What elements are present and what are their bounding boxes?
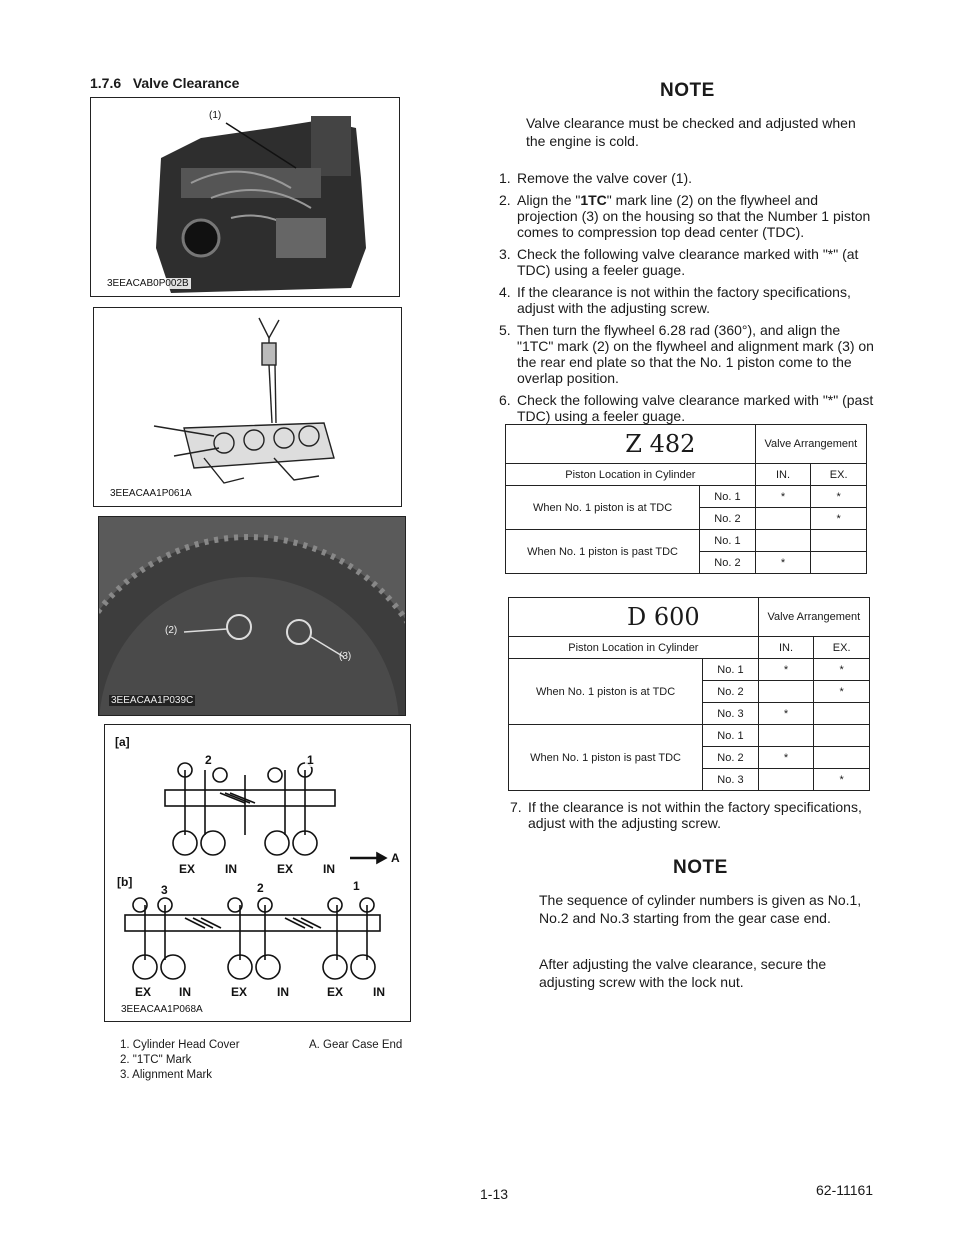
table-cell — [758, 725, 814, 747]
diagram-a-valve-in-2: IN — [323, 862, 335, 876]
table1-group-past-tdc: When No. 1 piston is past TDC — [506, 530, 700, 574]
table-cell: * — [814, 681, 870, 703]
table-cell: No. 1 — [703, 725, 759, 747]
table-cell: No. 1 — [700, 486, 756, 508]
step-1: 1. Remove the valve cover (1). — [499, 170, 693, 186]
feeler-gauge-drawing — [94, 308, 401, 506]
engine-figure-code: 3EEACAB0P002B — [107, 278, 189, 289]
table-cell: * — [758, 703, 814, 725]
table-cell: * — [811, 486, 867, 508]
step-7: 7. If the clearance is not within the factory specifications, adjust with the adjusting screw. — [510, 799, 862, 831]
diagram-a-valve-in-1: IN — [225, 862, 237, 876]
table-cell — [811, 552, 867, 574]
step-5: 5. Then turn the flywheel 6.28 rad (360°), and align the "1TC" mark (2) on the flywheel and alignment mark (3) on the rear end plate so that the No. 1 piston come to the overlap position. — [499, 322, 874, 386]
table-cell: No. 3 — [703, 703, 759, 725]
section-title — [90, 75, 239, 91]
rocker-diagram-figure — [104, 724, 411, 1022]
diagram-b-valve-in-1: IN — [179, 985, 191, 999]
table1-valve-header: Valve Arrangement — [755, 425, 866, 464]
flywheel-photo — [99, 517, 405, 715]
section-title-text: Valve Clearance — [132, 75, 240, 91]
table-cell: * — [814, 659, 870, 681]
table1-ex-header: EX. — [811, 464, 867, 486]
table-cell: No. 3 — [703, 769, 759, 791]
diagram-label-a: [a] — [115, 735, 130, 749]
table-cell: No. 2 — [703, 747, 759, 769]
note-heading-2: NOTE — [673, 857, 728, 878]
procedure-step-7 — [510, 799, 880, 837]
table-cell — [758, 681, 814, 703]
diagram-b-valve-ex-1: EX — [135, 985, 152, 999]
note-text-2a: The sequence of cylinder numbers is given as No.1, No.2 and No.3 starting from the gear case end. — [539, 892, 862, 926]
table1-in-header: IN. — [755, 464, 811, 486]
section-number: 1.7.6 — [90, 75, 122, 91]
table-cell: * — [814, 769, 870, 791]
table2-group-tdc: When No. 1 piston is at TDC — [509, 659, 703, 725]
table-cell: * — [755, 486, 811, 508]
table2-handwritten-model: D 600 — [509, 598, 759, 637]
valve-table-d600 — [508, 597, 870, 791]
diagram-a-number-1: 1 — [307, 753, 314, 767]
table-cell — [811, 530, 867, 552]
legend-item-1: 1. Cylinder Head Cover — [120, 1039, 240, 1051]
engine-photo — [91, 98, 399, 296]
table-cell: No. 2 — [700, 508, 756, 530]
diagram-a-valve-ex-1: EX — [179, 862, 196, 876]
table-cell — [814, 725, 870, 747]
note-heading-1: NOTE — [660, 80, 715, 101]
flywheel-callout-3: (3) — [339, 651, 352, 662]
diagram-a-valve-ex-2: EX — [277, 862, 294, 876]
engine-photo-figure — [90, 97, 400, 297]
diagram-b-number-3: 3 — [161, 883, 168, 897]
table2-location-header: Piston Location in Cylinder — [509, 637, 759, 659]
procedure-steps — [499, 170, 877, 430]
table1-group-tdc: When No. 1 piston is at TDC — [506, 486, 700, 530]
table-cell: * — [758, 659, 814, 681]
diagram-a-number-2: 2 — [205, 753, 212, 767]
diagram-b-number-2: 2 — [257, 881, 264, 895]
table-cell — [758, 769, 814, 791]
valve-table-z482 — [505, 424, 867, 574]
engine-callout-1: (1) — [209, 110, 222, 121]
figure-legend — [120, 1038, 300, 1083]
legend-item-2: 2. "1TC" Mark — [120, 1054, 192, 1066]
table-cell — [755, 508, 811, 530]
step-6: 6. Check the following valve clearance marked with "*" (past TDC) using a feeler guage. — [499, 392, 874, 424]
page-number: 1-13 — [480, 1186, 509, 1202]
table-cell — [814, 747, 870, 769]
step-3: 3. Check the following valve clearance marked with "*" (at TDC) using a feeler guage. — [499, 246, 859, 278]
note-text-2b: After adjusting the valve clearance, secure the adjusting screw with the lock nut. — [539, 956, 827, 990]
diagram-b-valve-ex-3: EX — [327, 985, 344, 999]
note-text-1: Valve clearance must be checked and adjusted when the engine is cold. — [526, 115, 856, 149]
diagram-b-number-1: 1 — [353, 879, 360, 893]
table1-handwritten-model: Z 482 — [506, 425, 756, 464]
diagram-arrow-label-a: A — [391, 851, 400, 865]
table-cell: No. 2 — [700, 552, 756, 574]
table-cell: * — [758, 747, 814, 769]
table-cell: * — [811, 508, 867, 530]
table-cell: No. 2 — [703, 681, 759, 703]
step-4: 4. If the clearance is not within the factory specifications, adjust with the adjusting screw. — [499, 284, 851, 316]
step-2: 2. Align the "1TC" mark line (2) on the flywheel and projection (3) on the housing so that the Number 1 piston comes to compression top dead center (TDC). — [499, 192, 871, 240]
table2-in-header: IN. — [758, 637, 814, 659]
flywheel-photo-figure — [98, 516, 406, 716]
diagram-b-valve-in-3: IN — [373, 985, 385, 999]
document-number: 62-11161 — [816, 1182, 874, 1198]
table2-ex-header: EX. — [814, 637, 870, 659]
diagram-b-valve-ex-2: EX — [231, 985, 248, 999]
table2-group-past-tdc: When No. 1 piston is past TDC — [509, 725, 703, 791]
rocker-diagram — [105, 725, 410, 1021]
table-cell — [755, 530, 811, 552]
flywheel-callout-2: (2) — [165, 625, 178, 636]
flywheel-figure-code: 3EEACAA1P039C — [111, 695, 194, 706]
table-cell: * — [755, 552, 811, 574]
diagram-label-b: [b] — [117, 875, 133, 889]
feeler-gauge-figure — [93, 307, 402, 507]
table2-valve-header: Valve Arrangement — [758, 598, 869, 637]
table-cell: No. 1 — [700, 530, 756, 552]
feeler-figure-code: 3EEACAA1P061A — [110, 488, 192, 499]
diagram-figure-code: 3EEACAA1P068A — [121, 1004, 203, 1015]
table1-location-header: Piston Location in Cylinder — [506, 464, 756, 486]
legend-item-3: 3. Alignment Mark — [120, 1069, 213, 1081]
table-cell: No. 1 — [703, 659, 759, 681]
diagram-b-valve-in-2: IN — [277, 985, 289, 999]
table-cell — [814, 703, 870, 725]
legend-item-a: A. Gear Case End — [309, 1039, 403, 1051]
